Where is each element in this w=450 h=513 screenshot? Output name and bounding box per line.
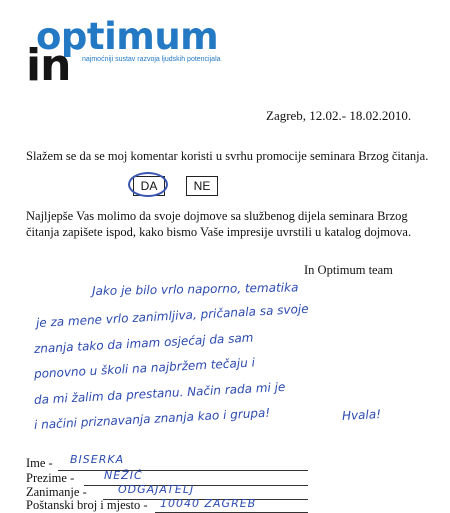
postal-label: Poštanski broj i mjesto - <box>26 498 148 512</box>
request-paragraph: Najljepše Vas molimo da svoje dojmove sa službenog dijela seminara Brzog čitanja zapišete ispod, kako bismo Vaše impresije uvrstili u katalog dojmova. <box>26 209 412 239</box>
logo-prefix: in <box>26 40 71 91</box>
in-optimum-logo <box>26 15 246 91</box>
handwritten-line: i načini priznavanja znanja kao i grupa! <box>33 405 271 432</box>
handwritten-line: ponovno u školi na najbržem tečaju i <box>33 355 256 381</box>
date-line: Zagreb, 12.02.- 18.02.2010. <box>266 108 412 123</box>
name-label: Ime - <box>26 456 53 470</box>
handwritten-line: je za mene vrlo zanimljiva, pričanala sa svoje <box>35 301 309 330</box>
postal-value[interactable]: 10040 ZAGREB <box>160 497 257 510</box>
name-value[interactable]: BISERKA <box>70 453 125 466</box>
option-no-box[interactable]: NE <box>186 176 218 196</box>
handwritten-line: Hvala! <box>341 406 382 423</box>
option-yes-box[interactable]: DA <box>133 176 165 196</box>
name-underline <box>58 470 308 471</box>
occupation-value[interactable]: ODGAJATELJ <box>118 483 195 496</box>
handwritten-line: da mi žalim da prestanu. Način rada mi je <box>33 379 286 407</box>
logo-word: optimum <box>36 15 219 58</box>
team-signature: In Optimum team <box>304 263 393 277</box>
handwritten-line: znanja tako da imam osjećaj da sam <box>33 330 254 356</box>
selected-circle-mark <box>128 172 168 197</box>
surname-value[interactable]: NEŽIĆ <box>104 469 143 482</box>
logo-tagline: najmoćniji sustav razvoja ljudskih potencijala <box>82 56 221 63</box>
surname-label: Prezime - <box>26 471 75 485</box>
occupation-label: Zanimanje - <box>26 485 87 499</box>
handwritten-line: Jako je bilo vrlo naporno, tematika <box>91 280 299 298</box>
consent-statement: Slažem se da se moj komentar koristi u svrhu promocije seminara Brzog čitanja. <box>26 149 429 163</box>
